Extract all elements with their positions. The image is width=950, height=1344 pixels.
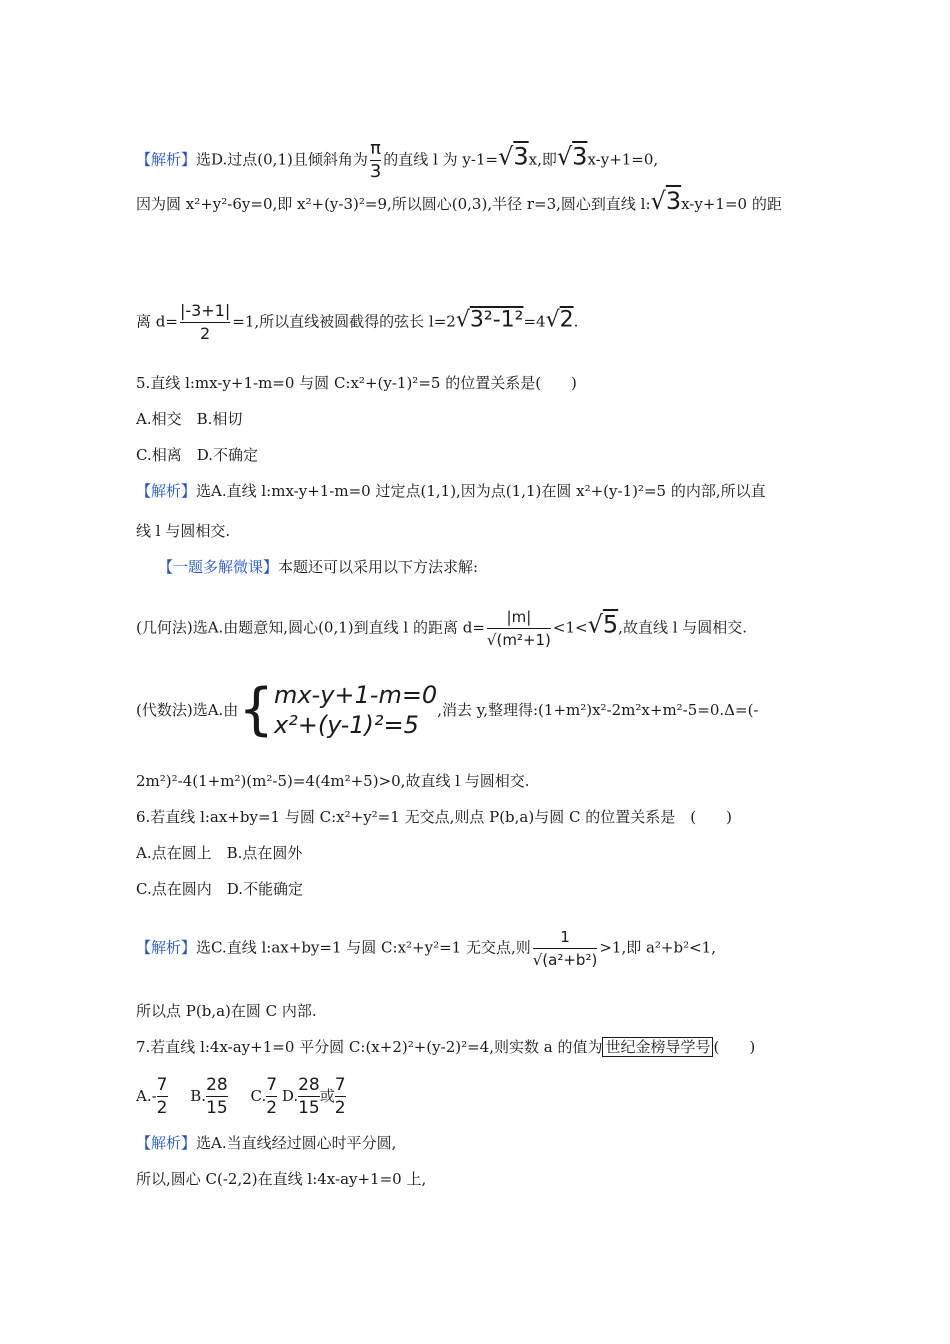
equation-2: x²+(y-1)²=5 <box>273 711 419 739</box>
q7-options <box>136 1074 346 1119</box>
option-c: C. $\frac{7}{2}$ <box>250 1075 278 1118</box>
q5-algebraic-line2: 2m²)²-4(1+m²)(m²-5)=4(4m²+5)>0,故直线 l 与圆相交. <box>136 772 530 790</box>
q6-options-cd: C.点在圆内 D.不能确定 <box>136 880 303 898</box>
text: 离 d= <box>136 312 178 331</box>
q7-solution-line2: 所以,圆心 C(-2,2)在直线 l:4x-ay+1=0 上, <box>136 1170 427 1188</box>
text: 本题还可以采用以下方法求解: <box>278 558 479 576</box>
q7-solution-line1 <box>136 1132 396 1154</box>
text: x-y+1=0, <box>587 150 659 169</box>
option-d: D. $\frac{28}{15}$ 或 $\frac{7}{2}$ <box>281 1075 346 1118</box>
text: 选D.过点(0,1)且倾斜角为 <box>196 150 368 169</box>
q6-solution-line2: 所以点 P(b,a)在圆 C 内部. <box>136 1002 317 1020</box>
equation-1: mx-y+1-m=0 <box>273 681 438 709</box>
text: 7.若直线 l:4x-ay+1=0 平分圆 C:(x+2)²+(y-2)²=4,则实数 a 的值为 <box>136 1038 603 1056</box>
sol4-line1 <box>136 138 658 183</box>
text: ( ) <box>713 1038 756 1056</box>
text: >1,即 a²+b²<1, <box>599 938 716 957</box>
q6-stem: 6.若直线 l:ax+by=1 与圆 C:x²+y²=1 无交点,则点 P(b,a)与圆 C 的位置关系是 ( ) <box>136 808 732 826</box>
fraction-distance: $\frac{|m|}{\text{√(m²+1)}}$ <box>486 608 551 649</box>
text: 因为圆 x²+y²-6y=0,即 x²+(y-3)²=9,所以圆心(0,3),半径 r=3,圆心到直线 l: <box>136 195 651 213</box>
jiexi-tag: 【解析】 <box>136 938 197 957</box>
q5-alt-intro <box>158 556 478 578</box>
q5-solution-line2: 线 l 与圆相交. <box>136 522 231 540</box>
option-a: A.- $\frac{7}{2}$ <box>136 1075 168 1118</box>
option-b: B. $\frac{28}{15}$ <box>190 1075 228 1118</box>
q5-options-cd: C.相离 D.不确定 <box>136 446 258 464</box>
q7-stem <box>136 1036 755 1058</box>
q5-geometric-method <box>136 606 747 651</box>
text: 选A.当直线经过圆心时平分圆, <box>196 1134 397 1152</box>
text: x,即 <box>528 150 557 169</box>
text: (几何法)选A.由题意知,圆心(0,1)到直线 l 的距离 d= <box>136 618 485 637</box>
q5-algebraic-method <box>136 677 759 742</box>
text: (代数法)选A.由 <box>136 701 239 719</box>
sqrt-expression: √3²-1² <box>455 307 524 333</box>
jiexi-tag: 【解析】 <box>136 150 197 169</box>
sqrt-3: √3 <box>650 187 682 215</box>
q5-solution-line1 <box>136 480 766 502</box>
text: 选C.直线 l:ax+by=1 与圆 C:x²+y²=1 无交点,则 <box>196 938 531 957</box>
text: . <box>573 312 579 331</box>
jiexi-tag: 【解析】 <box>136 1134 197 1152</box>
q5-stem: 5.直线 l:mx-y+1-m=0 与圆 C:x²+(y-1)²=5 的位置关系是( ) <box>136 374 577 392</box>
text: ,消去 y,整理得:(1+m²)x²-2m²x+m²-5=0.Δ=(- <box>437 701 759 719</box>
sol4-line3 <box>136 300 578 345</box>
q5-options-ab: A.相交 B.相切 <box>136 410 243 428</box>
source-label: 世纪金榜导学号 <box>602 1037 713 1057</box>
sqrt-3: √3 <box>498 142 529 171</box>
brace: { <box>238 677 274 742</box>
sqrt-3: √3 <box>556 142 588 171</box>
text: ,故直线 l 与圆相交. <box>618 618 748 637</box>
q6-solution-line1 <box>136 926 716 971</box>
fraction-pi-over-3: $\frac{\pi}{3}$ <box>369 138 382 182</box>
sol4-line2 <box>136 187 782 215</box>
text: =1,所以直线被圆截得的弦长 l=2 <box>232 312 456 331</box>
equation-system <box>238 677 438 742</box>
sqrt-2: √2 <box>545 307 574 333</box>
text: =4 <box>523 312 546 331</box>
yiti-tag: 【一题多解微课】 <box>158 558 279 576</box>
jiexi-tag: 【解析】 <box>136 482 197 500</box>
fraction-distance: $\frac{|-3+1|}{2}$ <box>179 301 231 343</box>
text: 的直线 l 为 y-1= <box>383 150 499 169</box>
text: x-y+1=0 的距 <box>681 195 782 213</box>
text: <1< <box>552 618 588 637</box>
text: 选A.直线 l:mx-y+1-m=0 过定点(1,1),因为点(1,1)在圆 x²+(y-1)²=5 的内部,所以直 <box>196 482 766 500</box>
q6-options-ab: A.点在圆上 B.点在圆外 <box>136 844 303 862</box>
fraction: $\frac{1}{\text{√(a²+b²)}}$ <box>532 928 598 969</box>
sqrt-5: √5 <box>587 610 619 639</box>
